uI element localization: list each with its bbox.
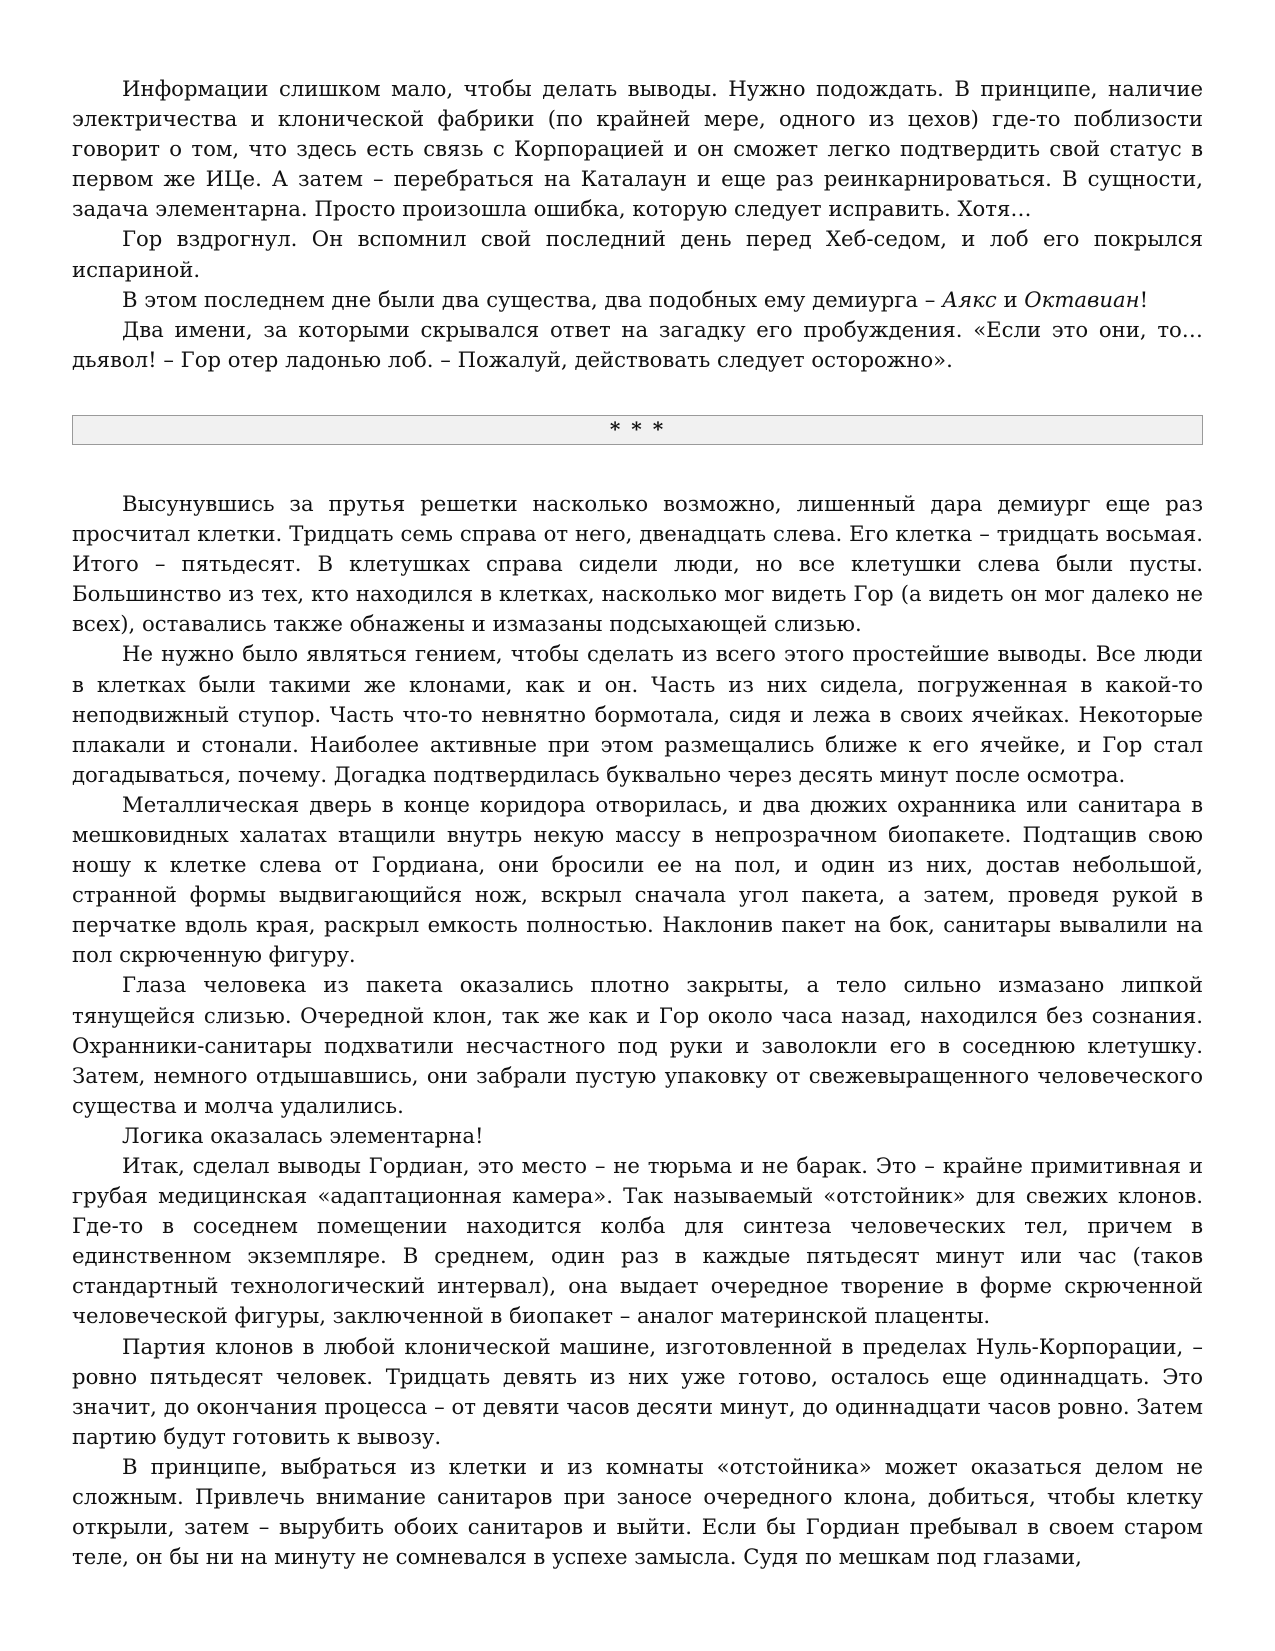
- paragraph: Итак, сделал выводы Гордиан, это место – не тюрьма и не барак. Это – крайне примитивная и грубая медицинская «адаптационная камера». Так называемый «отстойник» для свежих клонов. Где-то в соседнем помещении находится колба для синтеза человеческих тел, причем в единственном экземпляре. В среднем, один раз в каждые пятьдесят минут или час (таков стандартный технологический интервал), она выдает очередное творение в форме скрюченной человеческой фигуры, заключенной в биопакет – аналог материнской плаценты.: [72, 1153, 1203, 1329]
- paragraph-text: и: [996, 286, 1025, 312]
- paragraph: Металлическая дверь в конце коридора отворилась, и два дюжих охранника или санитара в мешковидных халатах втащили внутрь некую массу в непрозрачном биопакете. Подтащив свою ношу к клетке слева от Гордиана, они бросили ее на пол, и один из них, достав небольшой, странной формы выдвигающийся нож, вскрыл сначала угол пакета, а затем, проведя рукой в перчатке вдоль края, раскрыл емкость полностью. Наклонив пакет на бок, санитары вывалили на пол скрюченную фигуру.: [72, 791, 1203, 968]
- paragraph: Логика оказалась элементарна!: [122, 1122, 484, 1148]
- name-ajax: Аякс: [942, 286, 997, 312]
- paragraph: [72, 315, 1203, 375]
- name-octavian: Октавиан: [1024, 286, 1140, 312]
- paragraph: Глаза человека из пакета оказались плотно закрыты, а тело сильно измазано липкой тянущейся слизью. Очередной клон, так же как и Гор около часа назад, находился без сознания. Охранники-санитары подхватили несчастного под руки и заволокли его в соседнюю клетушку. Затем, немного отдышавшись, они забрали пустую упаковку от свежевыращенного человеческого существа и молча удалились.: [72, 972, 1203, 1118]
- scene-separator: * * *: [72, 415, 1203, 445]
- paragraph: [72, 285, 1203, 315]
- paragraph-text: !: [1139, 286, 1149, 312]
- paragraph: Партия клонов в любой клонической машине, изготовленной в пределах Нуль-Корпорации, – ровно пятьдесят человек. Тридцать девять из них уже готово, осталось еще одиннадцать. Это значит, до окончания процесса – от девяти часов десяти минут, до одиннадцати часов ровно. Затем партию будут готовить к вывозу.: [72, 1333, 1203, 1449]
- paragraph: [72, 224, 1203, 284]
- paragraph-text: В этом последнем дне были два существа, два подобных ему демиурга –: [122, 286, 943, 312]
- paragraph: В принципе, выбраться из клетки и из комнаты «отстойника» может оказаться делом не сложным. Привлечь внимание санитаров при заносе очередного клона, добиться, чтобы клетку открыли, затем – вырубить обоих санитаров и выйти. Если бы Гордиан пребывал в своем старом теле, он бы ни на минуту не сомневался в успехе замысла. Судя по мешкам под глазами,: [72, 1453, 1203, 1570]
- paragraph-text: Два имени, за которыми скрывался ответ на загадку его пробуждения. «Если это они, то… дьявол! – Гор отер ладонью лоб. – Пожалуй, действовать следует осторожно».: [72, 316, 1203, 372]
- paragraph: Не нужно было являться гением, чтобы сделать из всего этого простейшие выводы. Все люди в клетках были такими же клонами, как и он. Часть из них сидела, погруженная в какой-то неподвижный ступор. Часть что-то невнятно бормотала, сидя и лежа в своих ячейках. Некоторые плакали и стонали. Наиболее активные при этом размещались ближе к его ячейке, и Гор стал догадываться, почему. Догадка подтвердилась буквально через десять минут после осмотра.: [72, 641, 1203, 787]
- paragraph: [72, 74, 1203, 224]
- scene-break: [72, 415, 1203, 445]
- paragraph: Высунувшись за прутья решетки насколько возможно, лишенный дара демиург еще раз просчитал клетки. Тридцать семь справа от него, двенадцать слева. Его клетка – тридцать восьмая. Итого – пятьдесят. В клетушках справа сидели люди, но все клетушки слева были пусты. Большинство из тех, кто находился в клетках, насколько мог видеть Гор (а видеть он мог далеко не всех), оставались также обнажены и измазаны подсыхающей слизью.: [72, 490, 1203, 637]
- text-block-after-separator: [72, 489, 1203, 1572]
- text-block-before-separator: [72, 74, 1203, 375]
- paragraph-text: Гор вздрогнул. Он вспомнил свой последний день перед Хеб-седом, и лоб его покрылся испариной.: [72, 226, 1203, 282]
- document-page: [72, 74, 1203, 1572]
- paragraph-text: Информации слишком мало, чтобы делать выводы. Нужно подождать. В принципе, наличие электричества и клонической фабрики (по крайней мере, одного из цехов) где-то поблизости говорит о том, что здесь есть связь с Корпорацией и он сможет легко подтвердить свой статус в первом же ИЦе. А затем – перебраться на Каталаун и еще раз реинкарнироваться. В сущности, задача элементарна. Просто произошла ошибка, которую следует исправить. Хотя…: [72, 76, 1203, 222]
